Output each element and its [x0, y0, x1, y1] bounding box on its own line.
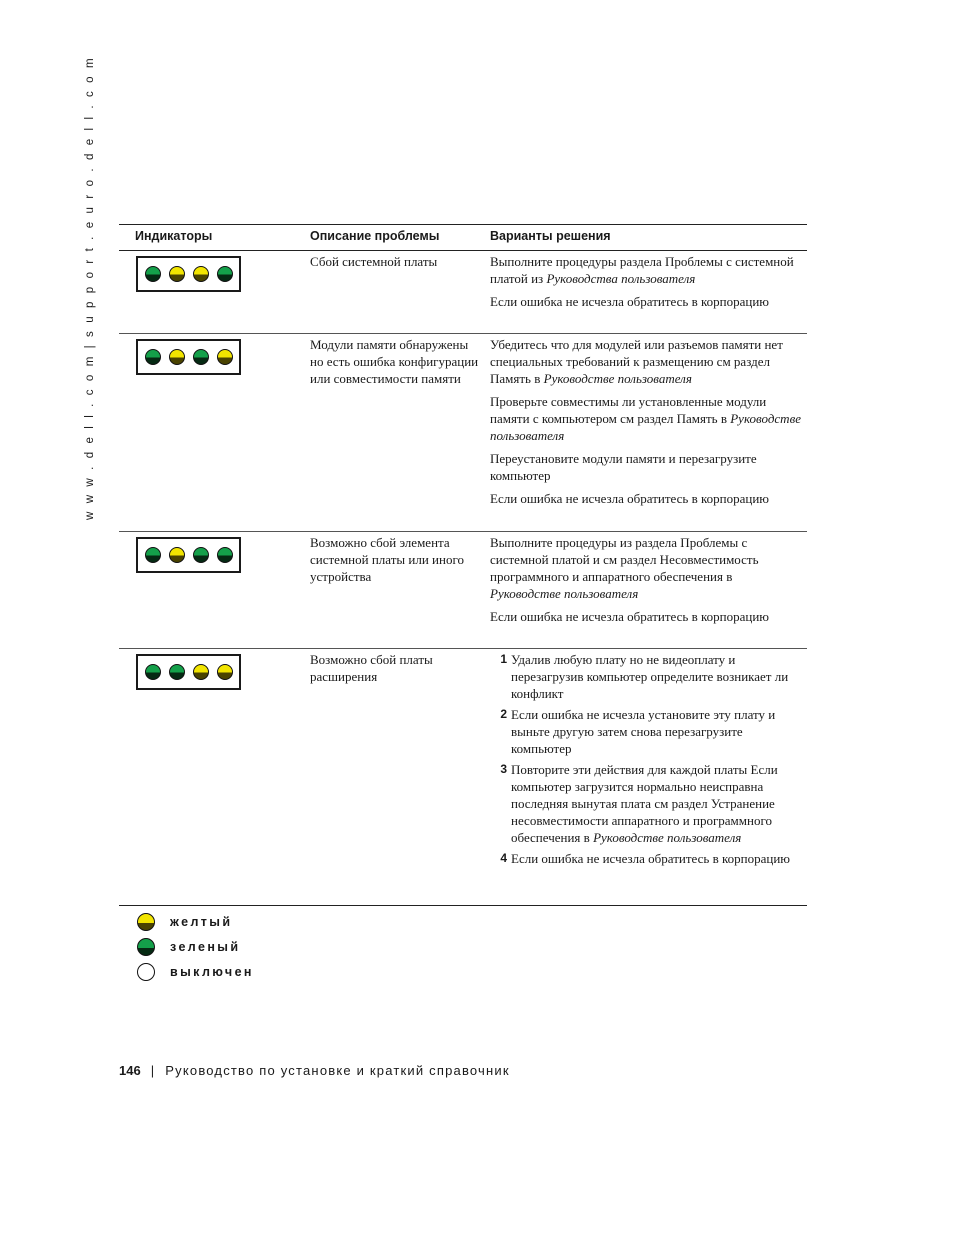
yellow-light-icon [193, 664, 209, 680]
green-light-icon [145, 266, 161, 282]
off-light-icon [137, 963, 155, 981]
solution-paragraph: Выполните процедуры из раздела Проблемы с системной платой и см раздел Несовместимость программного и аппаратного обеспечения в Руководстве пользователя [490, 535, 759, 601]
solution-paragraph: Если ошибка не исчезла обратитесь в корпорацию [490, 294, 769, 309]
table-row [119, 532, 807, 649]
yellow-light-icon [217, 664, 233, 680]
problem-description: Возможно сбой элемента системной платы или иного устройства [310, 535, 464, 584]
green-light-icon [193, 547, 209, 563]
footer-separator: | [150, 1063, 156, 1078]
legend-label: выключен [170, 964, 254, 979]
green-light-icon [217, 547, 233, 563]
sidebar-url: w w w . d e l l . c o m | s u p p o r t . e u r o . d e l l . c o m [84, 55, 96, 520]
yellow-light-icon [137, 913, 155, 931]
problem-description: Сбой системной платы [310, 254, 438, 269]
legend-item-green [137, 934, 254, 959]
diagnostic-lights-table [119, 224, 807, 906]
solution-step: 2 Если ошибка не исчезла установите эту плату и выньте другую затем снова перезагрузите компьютер [500, 707, 776, 756]
solution-paragraph: Убедитесь что для модулей или разъемов памяти нет специальных требований к размещению см раздел Память в Руководстве пользователя [490, 337, 783, 386]
legend-label: желтый [170, 914, 233, 929]
green-light-icon [137, 938, 155, 956]
page-number: 146 [119, 1063, 141, 1078]
green-light-icon [145, 349, 161, 365]
green-light-icon [145, 664, 161, 680]
solutions-cell [490, 253, 804, 316]
yellow-light-icon [217, 349, 233, 365]
problem-description: Возможно сбой платы расширения [310, 652, 433, 684]
solution-paragraph: Переустановите модули памяти и перезагрузите компьютер [490, 451, 757, 483]
green-light-icon [193, 349, 209, 365]
table-header [119, 225, 807, 251]
yellow-light-icon [169, 547, 185, 563]
indicator-lights [136, 339, 241, 375]
solution-step: 3 Повторите эти действия для каждой платы Если компьютер загрузится нормально неисправна последняя вынутая плата см раздел Устранение несовместимости аппаратного и программного обеспечения в Руководстве пользователя [500, 762, 778, 845]
solutions-cell [490, 534, 804, 631]
solution-paragraph: Если ошибка не исчезла обратитесь в корпорацию [490, 491, 769, 506]
yellow-light-icon [169, 266, 185, 282]
problem-description: Модули памяти обнаружены но есть ошибка конфигурации или совместимости памяти [310, 337, 479, 386]
table-row [119, 334, 807, 532]
yellow-light-icon [193, 266, 209, 282]
footer-title: Руководство по установке и краткий справочник [165, 1063, 510, 1078]
solutions-cell [490, 336, 804, 513]
legend-item-yellow [137, 909, 254, 934]
legend-label: зеленый [170, 939, 241, 954]
header-solutions: Варианты решения [490, 229, 611, 243]
solutions-cell [490, 651, 804, 871]
solution-step: 4 Если ошибка не исчезла обратитесь в корпорацию [500, 851, 790, 866]
indicator-lights [136, 256, 241, 292]
table-row [119, 649, 807, 906]
indicator-lights [136, 654, 241, 690]
green-light-icon [145, 547, 161, 563]
header-indicators: Индикаторы [135, 229, 213, 243]
legend-item-off [137, 959, 254, 984]
solution-paragraph: Проверьте совместимы ли установленные модули памяти с компьютером см раздел Память в Руководстве пользователя [490, 394, 801, 443]
header-description: Описание проблемы [310, 229, 440, 243]
table-row [119, 251, 807, 334]
yellow-light-icon [169, 349, 185, 365]
solution-paragraph: Если ошибка не исчезла обратитесь в корпорацию [490, 609, 769, 624]
green-light-icon [217, 266, 233, 282]
solution-step: 1 Удалив любую плату но не видеоплату и перезагрузив компьютер определите возникает ли конфликт [500, 652, 789, 701]
green-light-icon [169, 664, 185, 680]
solution-paragraph: Выполните процедуры раздела Проблемы с системной платой из Руководства пользователя [490, 254, 794, 286]
indicator-lights [136, 537, 241, 573]
legend [137, 909, 254, 984]
page-footer [119, 1063, 510, 1078]
